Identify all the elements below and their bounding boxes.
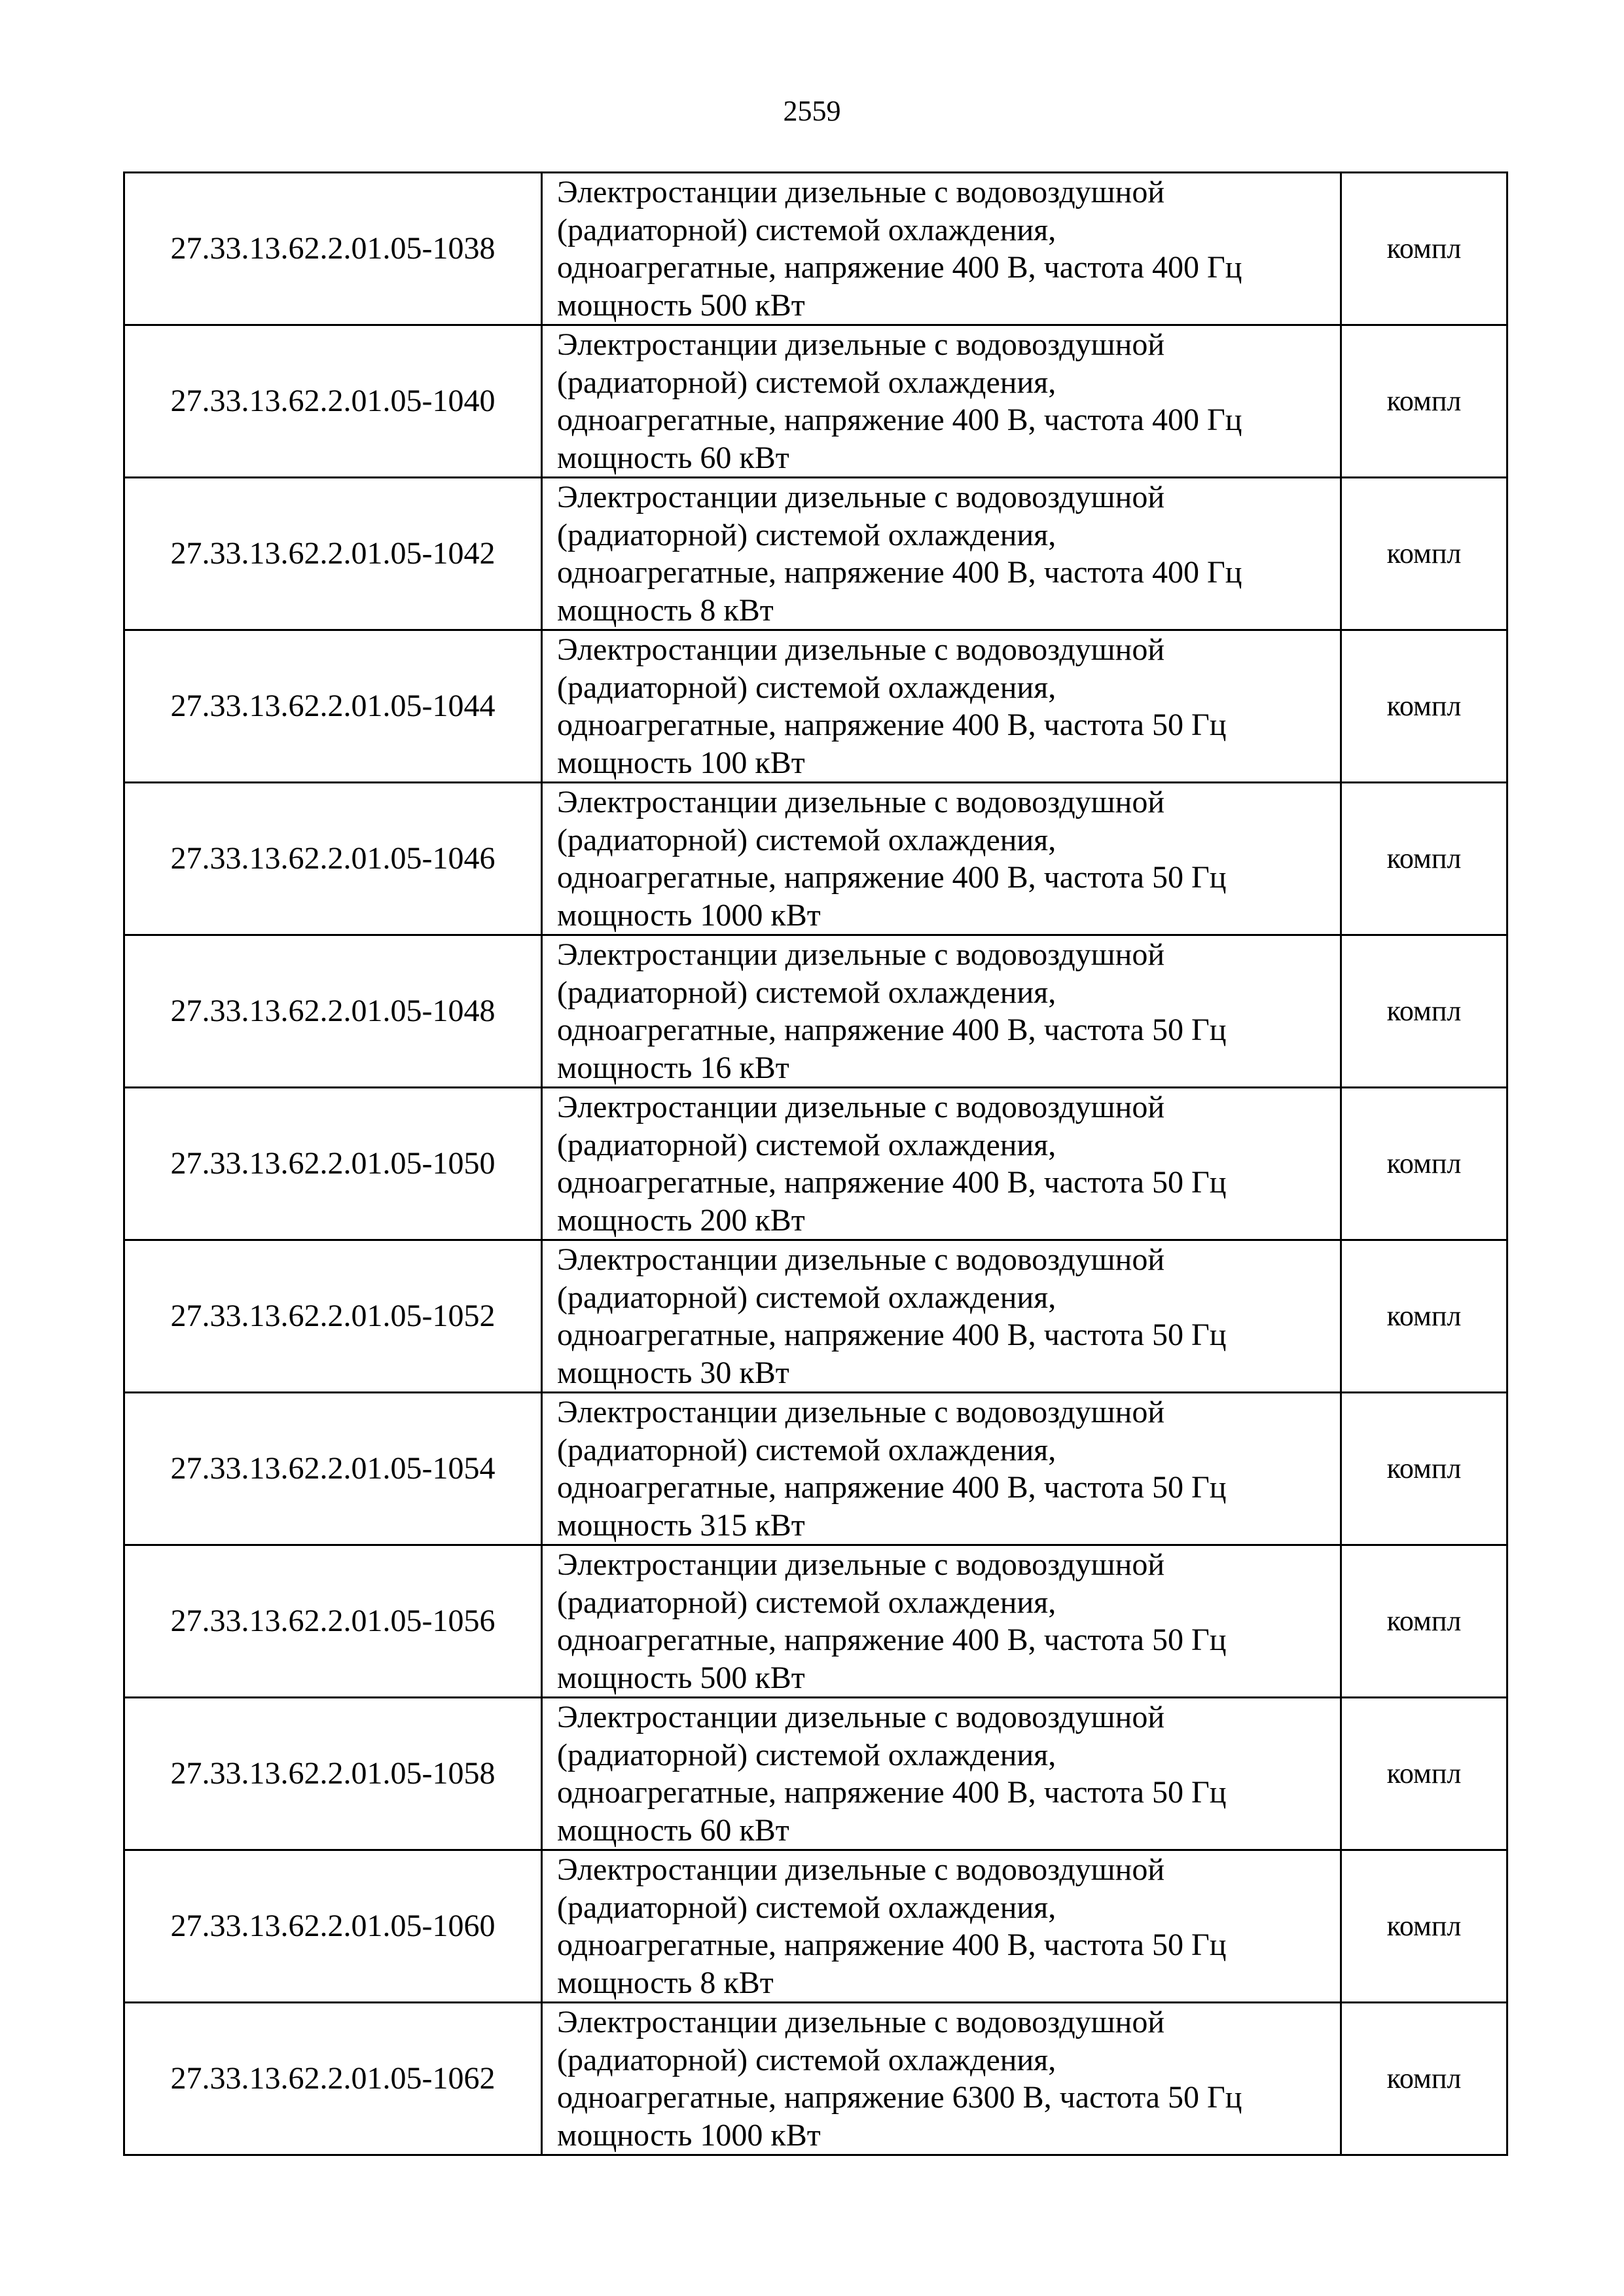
description-line: Электростанции дизельные с водовоздушной — [557, 327, 1165, 362]
row-description — [542, 1393, 1341, 1545]
description-line: (радиаторной) системой охлаждения, — [557, 1585, 1056, 1620]
description-line: Электростанции дизельные с водовоздушной — [557, 1242, 1165, 1277]
description-line: (радиаторной) системой охлаждения, — [557, 1890, 1056, 1925]
row-code: 27.33.13.62.2.01.05-1050 — [124, 1088, 542, 1240]
table-row — [124, 630, 1507, 783]
row-unit: компл — [1341, 1393, 1507, 1545]
description-line: одноагрегатные, напряжение 6300 В, частота 50 Гц — [557, 2080, 1242, 2115]
description-line: одноагрегатные, напряжение 400 В, частота 400 Гц — [557, 403, 1242, 437]
description-line: мощность 100 кВт — [557, 745, 805, 780]
description-line: одноагрегатные, напряжение 400 В, частота 50 Гц — [557, 1013, 1227, 1047]
description-line: мощность 500 кВт — [557, 1660, 805, 1695]
description-line: одноагрегатные, напряжение 400 В, частота 50 Гц — [557, 860, 1227, 895]
row-unit: компл — [1341, 1240, 1507, 1393]
description-line: мощность 8 кВт — [557, 1965, 774, 2000]
description-line: (радиаторной) системой охлаждения, — [557, 975, 1056, 1010]
table-row — [124, 325, 1507, 478]
table-row — [124, 783, 1507, 935]
description-line: (радиаторной) системой охлаждения, — [557, 1127, 1056, 1162]
table-row — [124, 1698, 1507, 1850]
row-code: 27.33.13.62.2.01.05-1040 — [124, 325, 542, 478]
row-unit: компл — [1341, 2003, 1507, 2155]
description-line: одноагрегатные, напряжение 400 В, частота 50 Гц — [557, 708, 1227, 742]
row-code: 27.33.13.62.2.01.05-1042 — [124, 478, 542, 630]
description-line: Электростанции дизельные с водовоздушной — [557, 937, 1165, 972]
description-line: Электростанции дизельные с водовоздушной — [557, 1700, 1165, 1734]
description-line: (радиаторной) системой охлаждения, — [557, 517, 1056, 552]
row-code: 27.33.13.62.2.01.05-1038 — [124, 173, 542, 325]
description-line: Электростанции дизельные с водовоздушной — [557, 785, 1165, 819]
row-description — [542, 630, 1341, 783]
description-line: одноагрегатные, напряжение 400 В, частота 400 Гц — [557, 250, 1242, 285]
description-line: мощность 60 кВт — [557, 440, 789, 475]
description-line: одноагрегатные, напряжение 400 В, частота 50 Гц — [557, 1928, 1227, 1962]
row-unit: компл — [1341, 1088, 1507, 1240]
description-line: Электростанции дизельные с водовоздушной — [557, 1852, 1165, 1887]
row-unit: компл — [1341, 1545, 1507, 1698]
row-unit: компл — [1341, 630, 1507, 783]
row-code: 27.33.13.62.2.01.05-1048 — [124, 935, 542, 1088]
row-code: 27.33.13.62.2.01.05-1052 — [124, 1240, 542, 1393]
table-row — [124, 1850, 1507, 2003]
description-line: одноагрегатные, напряжение 400 В, частота 50 Гц — [557, 1165, 1227, 1200]
row-code: 27.33.13.62.2.01.05-1054 — [124, 1393, 542, 1545]
description-line: мощность 30 кВт — [557, 1355, 789, 1390]
description-line: одноагрегатные, напряжение 400 В, частота 50 Гц — [557, 1775, 1227, 1810]
description-line: (радиаторной) системой охлаждения, — [557, 670, 1056, 705]
row-unit: компл — [1341, 325, 1507, 478]
description-line: мощность 8 кВт — [557, 592, 774, 628]
description-line: мощность 1000 кВт — [557, 2117, 821, 2153]
page-number: 2559 — [783, 95, 841, 127]
row-code: 27.33.13.62.2.01.05-1046 — [124, 783, 542, 935]
description-line: Электростанции дизельные с водовоздушной — [557, 480, 1165, 514]
description-line: мощность 1000 кВт — [557, 897, 821, 933]
row-unit: компл — [1341, 1850, 1507, 2003]
row-description — [542, 173, 1341, 325]
row-description — [542, 1545, 1341, 1698]
table-row — [124, 1240, 1507, 1393]
row-code: 27.33.13.62.2.01.05-1058 — [124, 1698, 542, 1850]
description-line: мощность 16 кВт — [557, 1050, 789, 1085]
row-description — [542, 935, 1341, 1088]
row-unit: компл — [1341, 783, 1507, 935]
description-line: одноагрегатные, напряжение 400 В, частота 400 Гц — [557, 555, 1242, 590]
description-line: мощность 500 кВт — [557, 287, 805, 323]
equipment-table — [123, 171, 1508, 2156]
table-row — [124, 1393, 1507, 1545]
description-line: мощность 315 кВт — [557, 1507, 805, 1543]
description-line: Электростанции дизельные с водовоздушной — [557, 2005, 1165, 2039]
row-code: 27.33.13.62.2.01.05-1056 — [124, 1545, 542, 1698]
row-unit: компл — [1341, 1698, 1507, 1850]
row-description — [542, 783, 1341, 935]
description-line: Электростанции дизельные с водовоздушной — [557, 1395, 1165, 1429]
description-line: одноагрегатные, напряжение 400 В, частота 50 Гц — [557, 1318, 1227, 1352]
row-code: 27.33.13.62.2.01.05-1062 — [124, 2003, 542, 2155]
row-description — [542, 1698, 1341, 1850]
row-description — [542, 1088, 1341, 1240]
description-line: Электростанции дизельные с водовоздушной — [557, 632, 1165, 667]
description-line: (радиаторной) системой охлаждения, — [557, 1737, 1056, 1772]
description-line: (радиаторной) системой охлаждения, — [557, 365, 1056, 400]
row-description — [542, 2003, 1341, 2155]
row-description — [542, 1850, 1341, 2003]
row-description — [542, 478, 1341, 630]
row-code: 27.33.13.62.2.01.05-1044 — [124, 630, 542, 783]
table-row — [124, 173, 1507, 325]
row-description — [542, 325, 1341, 478]
description-line: Электростанции дизельные с водовоздушной — [557, 175, 1165, 209]
description-line: (радиаторной) системой охлаждения, — [557, 1280, 1056, 1315]
table-row — [124, 478, 1507, 630]
description-line: одноагрегатные, напряжение 400 В, частота 50 Гц — [557, 1470, 1227, 1505]
table-row — [124, 1545, 1507, 1698]
table-row — [124, 935, 1507, 1088]
description-line: одноагрегатные, напряжение 400 В, частота 50 Гц — [557, 1623, 1227, 1657]
description-line: (радиаторной) системой охлаждения, — [557, 2042, 1056, 2077]
row-unit: компл — [1341, 173, 1507, 325]
table-row — [124, 2003, 1507, 2155]
description-line: (радиаторной) системой охлаждения, — [557, 212, 1056, 247]
description-line: Электростанции дизельные с водовоздушной — [557, 1547, 1165, 1582]
row-unit: компл — [1341, 935, 1507, 1088]
description-line: Электростанции дизельные с водовоздушной — [557, 1090, 1165, 1124]
table-row — [124, 1088, 1507, 1240]
description-line: мощность 200 кВт — [557, 1202, 805, 1238]
equipment-table-container — [123, 171, 1508, 2156]
description-line: мощность 60 кВт — [557, 1812, 789, 1848]
description-line: (радиаторной) системой охлаждения, — [557, 1432, 1056, 1467]
row-unit: компл — [1341, 478, 1507, 630]
row-code: 27.33.13.62.2.01.05-1060 — [124, 1850, 542, 2003]
description-line: (радиаторной) системой охлаждения, — [557, 822, 1056, 857]
row-description — [542, 1240, 1341, 1393]
